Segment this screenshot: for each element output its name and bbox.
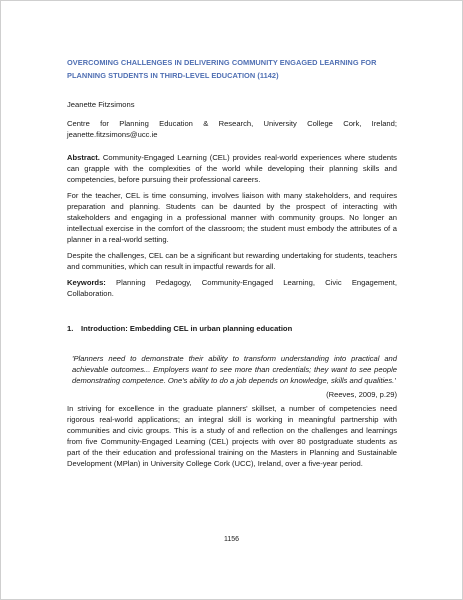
abstract-text: Community-Engaged Learning (CEL) provides real-world experiences where students can grapple with the complexities of the world while developing their planning skills and competencies, before pursuing their professional careers. bbox=[67, 153, 397, 184]
author-name: Jeanette Fitzsimons bbox=[67, 100, 135, 109]
keywords-label: Keywords: bbox=[67, 278, 106, 287]
author-affiliation: Centre for Planning Education & Research, University College Cork, Ireland; jeanette.fitzsimons@ucc.ie bbox=[67, 119, 397, 139]
abstract-paragraph bbox=[67, 152, 397, 185]
body-paragraph: In striving for excellence in the graduate planners' skillset, a number of competencies need rigorous real-world applications; an integral skill is working in meaningful partnership with communities and civic groups. This is a study of and reflection on the challenges and learnings from five Community-Engaged Learning (CEL) projects with over 80 postgraduate students as part of the their education and professional training on the Masters in Planning and Sustainable Development (MPlan) in University College Cork (UCC), Ireland, over a five-year period. bbox=[67, 404, 397, 468]
section-title: Introduction: Embedding CEL in urban planning education bbox=[81, 324, 293, 333]
keywords-text: Planning Pedagogy, Community-Engaged Learning, Civic Engagement, Collaboration. bbox=[67, 278, 397, 298]
page-number: 1156 bbox=[223, 536, 240, 543]
paper-title: OVERCOMING CHALLENGES IN DELIVERING COMMUNITY ENGAGED LEARNING FOR PLANNING STUDENTS IN THIRD-LEVEL EDUCATION (1142) bbox=[67, 58, 377, 80]
quote-citation: (Reeves, 2009, p.29) bbox=[326, 390, 397, 399]
page-content bbox=[67, 56, 397, 474]
section-number: 1. bbox=[67, 324, 74, 333]
section-heading bbox=[67, 323, 397, 334]
abstract-paragraph-2: For the teacher, CEL is time consuming, involves liaison with many stakeholders, and requires preparation and planning. Students can be daunted by the prospect of interacting with stakeholders and engaging in a professional manner with community groups. No longer an intellectual exercise in the comfort of the classroom; the student must embody the attributes of a planner in a real-world setting. bbox=[67, 191, 397, 244]
block-quote: 'Planners need to demonstrate their ability to transform understanding into practical and achievable outcomes... Employers want to see more than credentials; they want to see people demonstrating competence. One's ability to do a job depends on knowledge, skills and qualities.' bbox=[72, 354, 397, 385]
abstract-label: Abstract. bbox=[67, 153, 100, 162]
keywords-paragraph bbox=[67, 277, 397, 299]
abstract-paragraph-3: Despite the challenges, CEL can be a significant but rewarding undertaking for students, teachers and communities, which can result in impactful rewards for all. bbox=[67, 251, 397, 271]
